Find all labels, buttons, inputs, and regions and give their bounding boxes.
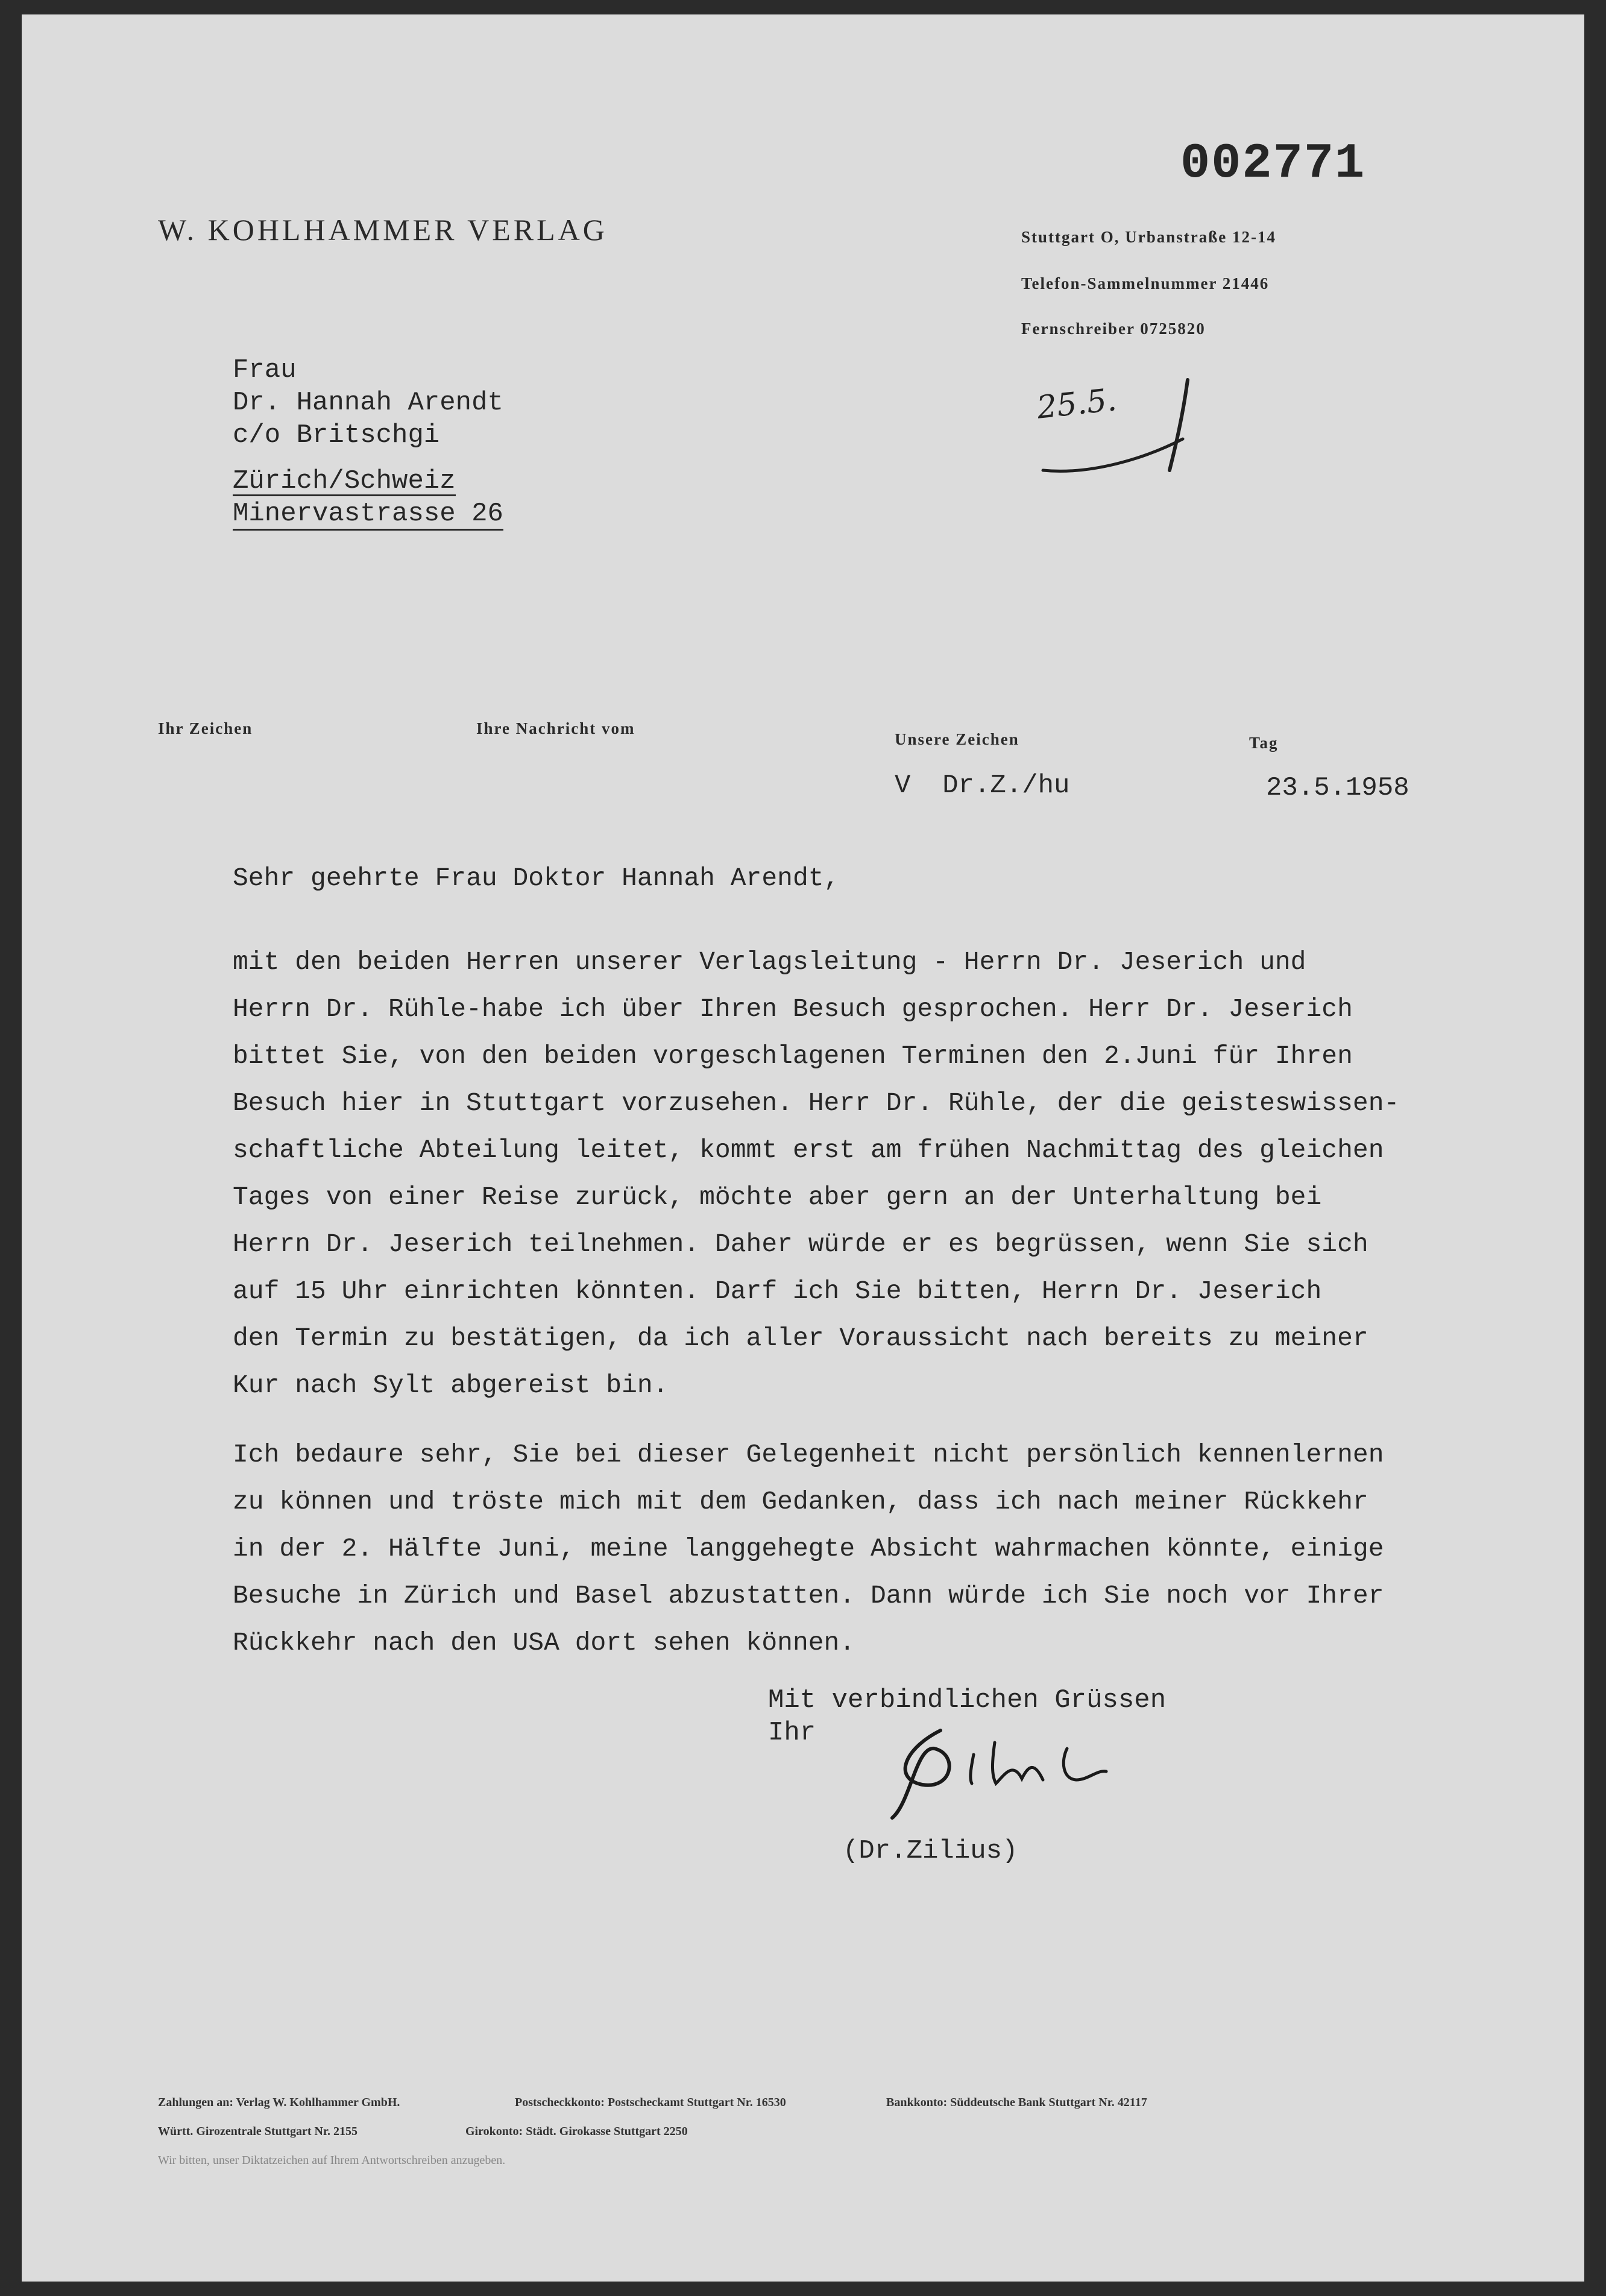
handwritten-date: 25.5. [1035,382,1119,426]
body-line: schaftliche Abteilung leitet, kommt erst am frühen Nachmittag des gleichen [233,1135,1384,1165]
body-line: auf 15 Uhr einrichten könnten. Darf ich Sie bitten, Herrn Dr. Jeserich [233,1276,1322,1306]
recipient-line-3: c/o Britschgi [233,420,440,450]
recipient-line-1: Frau [233,355,297,385]
closing-line-1: Mit verbindlichen Grüssen [768,1685,1167,1715]
ihre-nachricht-label: Ihre Nachricht vom [476,719,635,737]
body-line: Herrn Dr. Jeserich teilnehmen. Daher würde er es begrüssen, wenn Sie sich [233,1229,1368,1259]
publisher-address: Stuttgart O, Urbanstraße 12-14 [1021,228,1276,246]
archive-number: 002771 [1180,136,1366,192]
body-line: Rückkehr nach den USA dort sehen können. [233,1628,855,1657]
body-line: Ich bedaure sehr, Sie bei dieser Gelegenheit nicht persönlich kennenlernen [233,1440,1384,1469]
tag-label: Tag [1249,734,1279,752]
body-line: Besuch hier in Stuttgart vorzusehen. Herr Dr. Rühle, der die geisteswissen- [233,1088,1400,1118]
body-line: Tages von einer Reise zurück, möchte aber gern an der Unterhaltung bei [233,1182,1322,1212]
body-line: Herrn Dr. Rühle-habe ich über Ihren Besuch gesprochen. Herr Dr. Jeserich [233,994,1353,1024]
recipient-street-name: Minervastrasse 26 [233,499,503,531]
signature-name: (Dr.Zilius) [843,1836,1018,1866]
publisher-name: W. KOHLHAMMER VERLAG [158,213,608,247]
unsere-zeichen-value: V Dr.Z./hu [895,771,1070,801]
footer-girokonto: Girokonto: Städt. Girokasse Stuttgart 2250 [465,2125,688,2138]
recipient-line-2: Dr. Hannah Arendt [233,388,503,418]
body-line: bittet Sie, von den beiden vorgeschlagenen Terminen den 2.Juni für Ihren [233,1041,1353,1071]
closing-line-2: Ihr [768,1718,816,1748]
footer-bank: Bankkonto: Süddeutsche Bank Stuttgart Nr. 42117 [886,2096,1147,2109]
body-line: Kur nach Sylt abgereist bin. [233,1370,669,1400]
body-line: mit den beiden Herren unserer Verlagsleitung - Herrn Dr. Jeserich und [233,947,1306,977]
unsere-zeichen-label: Unsere Zeichen [895,730,1019,748]
body-line: zu können und tröste mich mit dem Gedanken, dass ich nach meiner Rückkehr [233,1487,1368,1516]
footer-girozentrale: Württ. Girozentrale Stuttgart Nr. 2155 [158,2125,358,2138]
publisher-telex: Fernschreiber 0725820 [1021,320,1206,338]
handwritten-signature [868,1712,1182,1833]
tag-value: 23.5.1958 [1266,773,1409,803]
footer-postscheck: Postscheckkonto: Postscheckamt Stuttgart Nr. 16530 [515,2096,786,2109]
body-line: in der 2. Hälfte Juni, meine langgehegte Absicht wahrmachen könnte, einige [233,1534,1384,1563]
recipient-city: Zürich/Schweiz [233,466,456,496]
publisher-phone: Telefon-Sammelnummer 21446 [1021,274,1270,292]
body-line: Besuche in Zürich und Basel abzustatten. Dann würde ich Sie noch vor Ihrer [233,1581,1384,1610]
handwritten-stroke [1025,368,1242,488]
footer-payment: Zahlungen an: Verlag W. Kohlhammer GmbH. [158,2096,400,2109]
recipient-street [233,500,503,527]
salutation: Sehr geehrte Frau Doktor Hannah Arendt, [233,863,840,893]
body-line: den Termin zu bestätigen, da ich aller Voraussicht nach bereits zu meiner [233,1323,1368,1353]
ihr-zeichen-label: Ihr Zeichen [158,719,253,737]
footer-note: Wir bitten, unser Diktatzeichen auf Ihrem Antwortschreiben anzugeben. [158,2154,506,2167]
